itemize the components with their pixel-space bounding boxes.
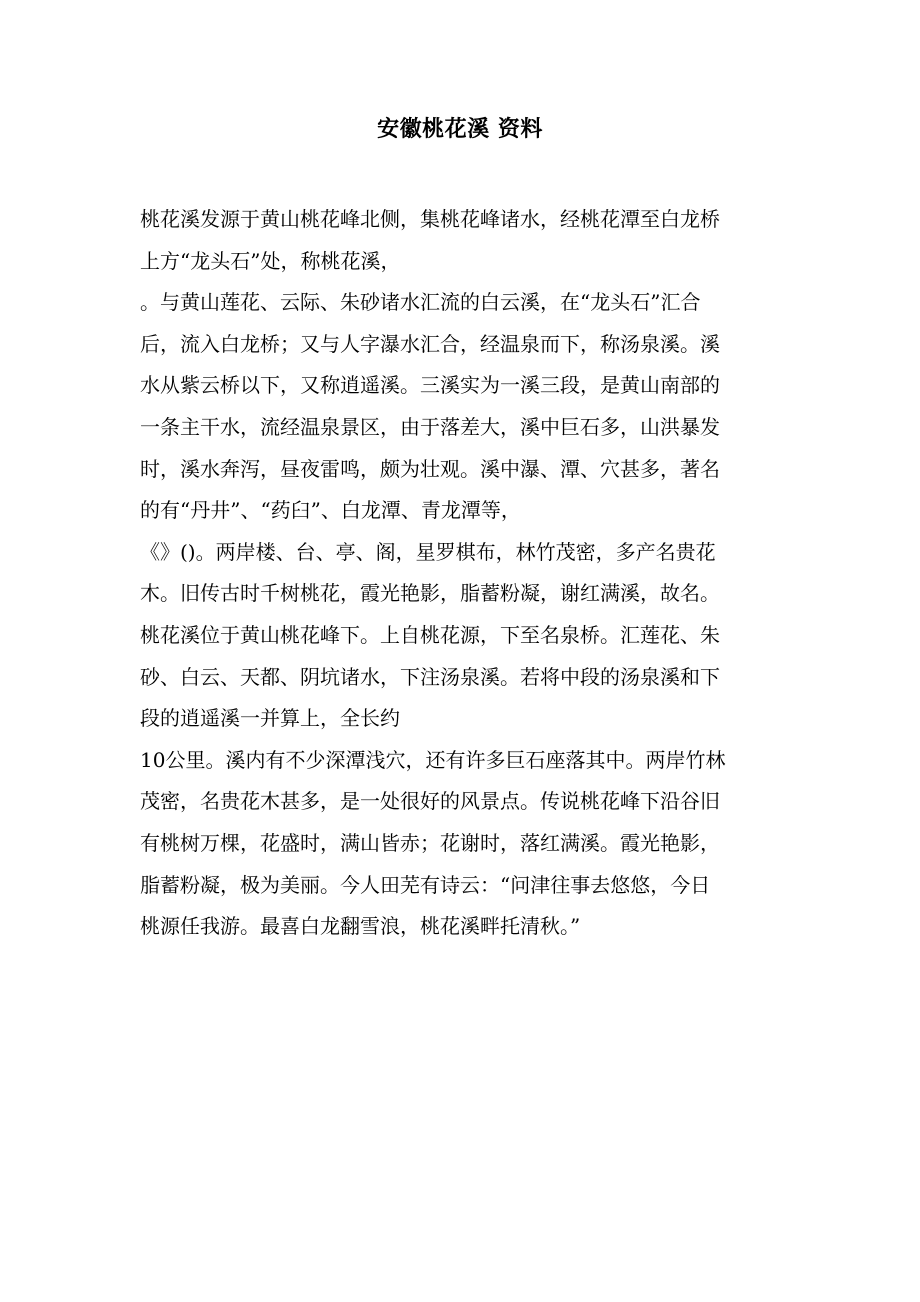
body-line: 桃花溪发源于黄山桃花峰北侧，集桃花峰诸水，经桃花潭至白龙桥 bbox=[140, 207, 720, 231]
body-line: 茂密，名贵花木甚多，是一处很好的风景点。传说桃花峰下沿谷旧 bbox=[140, 789, 720, 814]
body-line: 《》()。两岸楼、台、亭、阁，星罗棋布，林竹茂密，多产名贵花 bbox=[140, 539, 716, 564]
body-line: 桃源任我游。最喜白龙翻雪浪，桃花溪畔托清秋。” bbox=[140, 914, 581, 939]
body-line: 时，溪水奔泻，昼夜雷鸣，颇为壮观。溪中瀑、潭、穴甚多，著名 bbox=[140, 456, 720, 481]
body-line: 一条主干水，流经温泉景区，由于落差大，溪中巨石多，山洪暴发 bbox=[140, 414, 720, 439]
body-line: 10公里。溪内有不少深潭浅穴，还有许多巨石座落其中。两岸竹林 bbox=[140, 747, 726, 772]
body-line: 上方“龙头石”处，称桃花溪， bbox=[140, 248, 401, 273]
document-title: 安徽桃花溪 资料 bbox=[377, 116, 543, 142]
body-line: 水从紫云桥以下，又称逍遥溪。三溪实为一溪三段，是黄山南部的 bbox=[140, 373, 720, 398]
body-line: 脂蓄粉凝，极为美丽。今人田芜有诗云：“问津往事去悠悠，今日 bbox=[140, 872, 711, 897]
body-line: 木。旧传古时千树桃花，霞光艳影，脂蓄粉凝，谢红满溪，故名。 bbox=[140, 581, 720, 606]
body-line: 桃花溪位于黄山桃花峰下。上自桃花源，下至名泉桥。汇莲花、朱 bbox=[140, 622, 720, 647]
body-line: 有桃树万棵，花盛时，满山皆赤；花谢时，落红满溪。霞光艳影， bbox=[140, 830, 720, 855]
document-body bbox=[140, 199, 780, 948]
body-line: 砂、白云、天都、阴坑诸水，下注汤泉溪。若将中段的汤泉溪和下 bbox=[140, 664, 720, 689]
body-line: 的有“丹井”、“药臼”、白龙潭、青龙潭等， bbox=[140, 498, 521, 523]
body-line: 。与黄山莲花、云际、朱砂诸水汇流的白云溪，在“龙头石”汇合 bbox=[140, 290, 701, 315]
body-line: 段的逍遥溪一并算上，全长约 bbox=[140, 706, 400, 731]
body-line: 后，流入白龙桥；又与人字瀑水汇合，经温泉而下，称汤泉溪。溪 bbox=[140, 331, 720, 356]
